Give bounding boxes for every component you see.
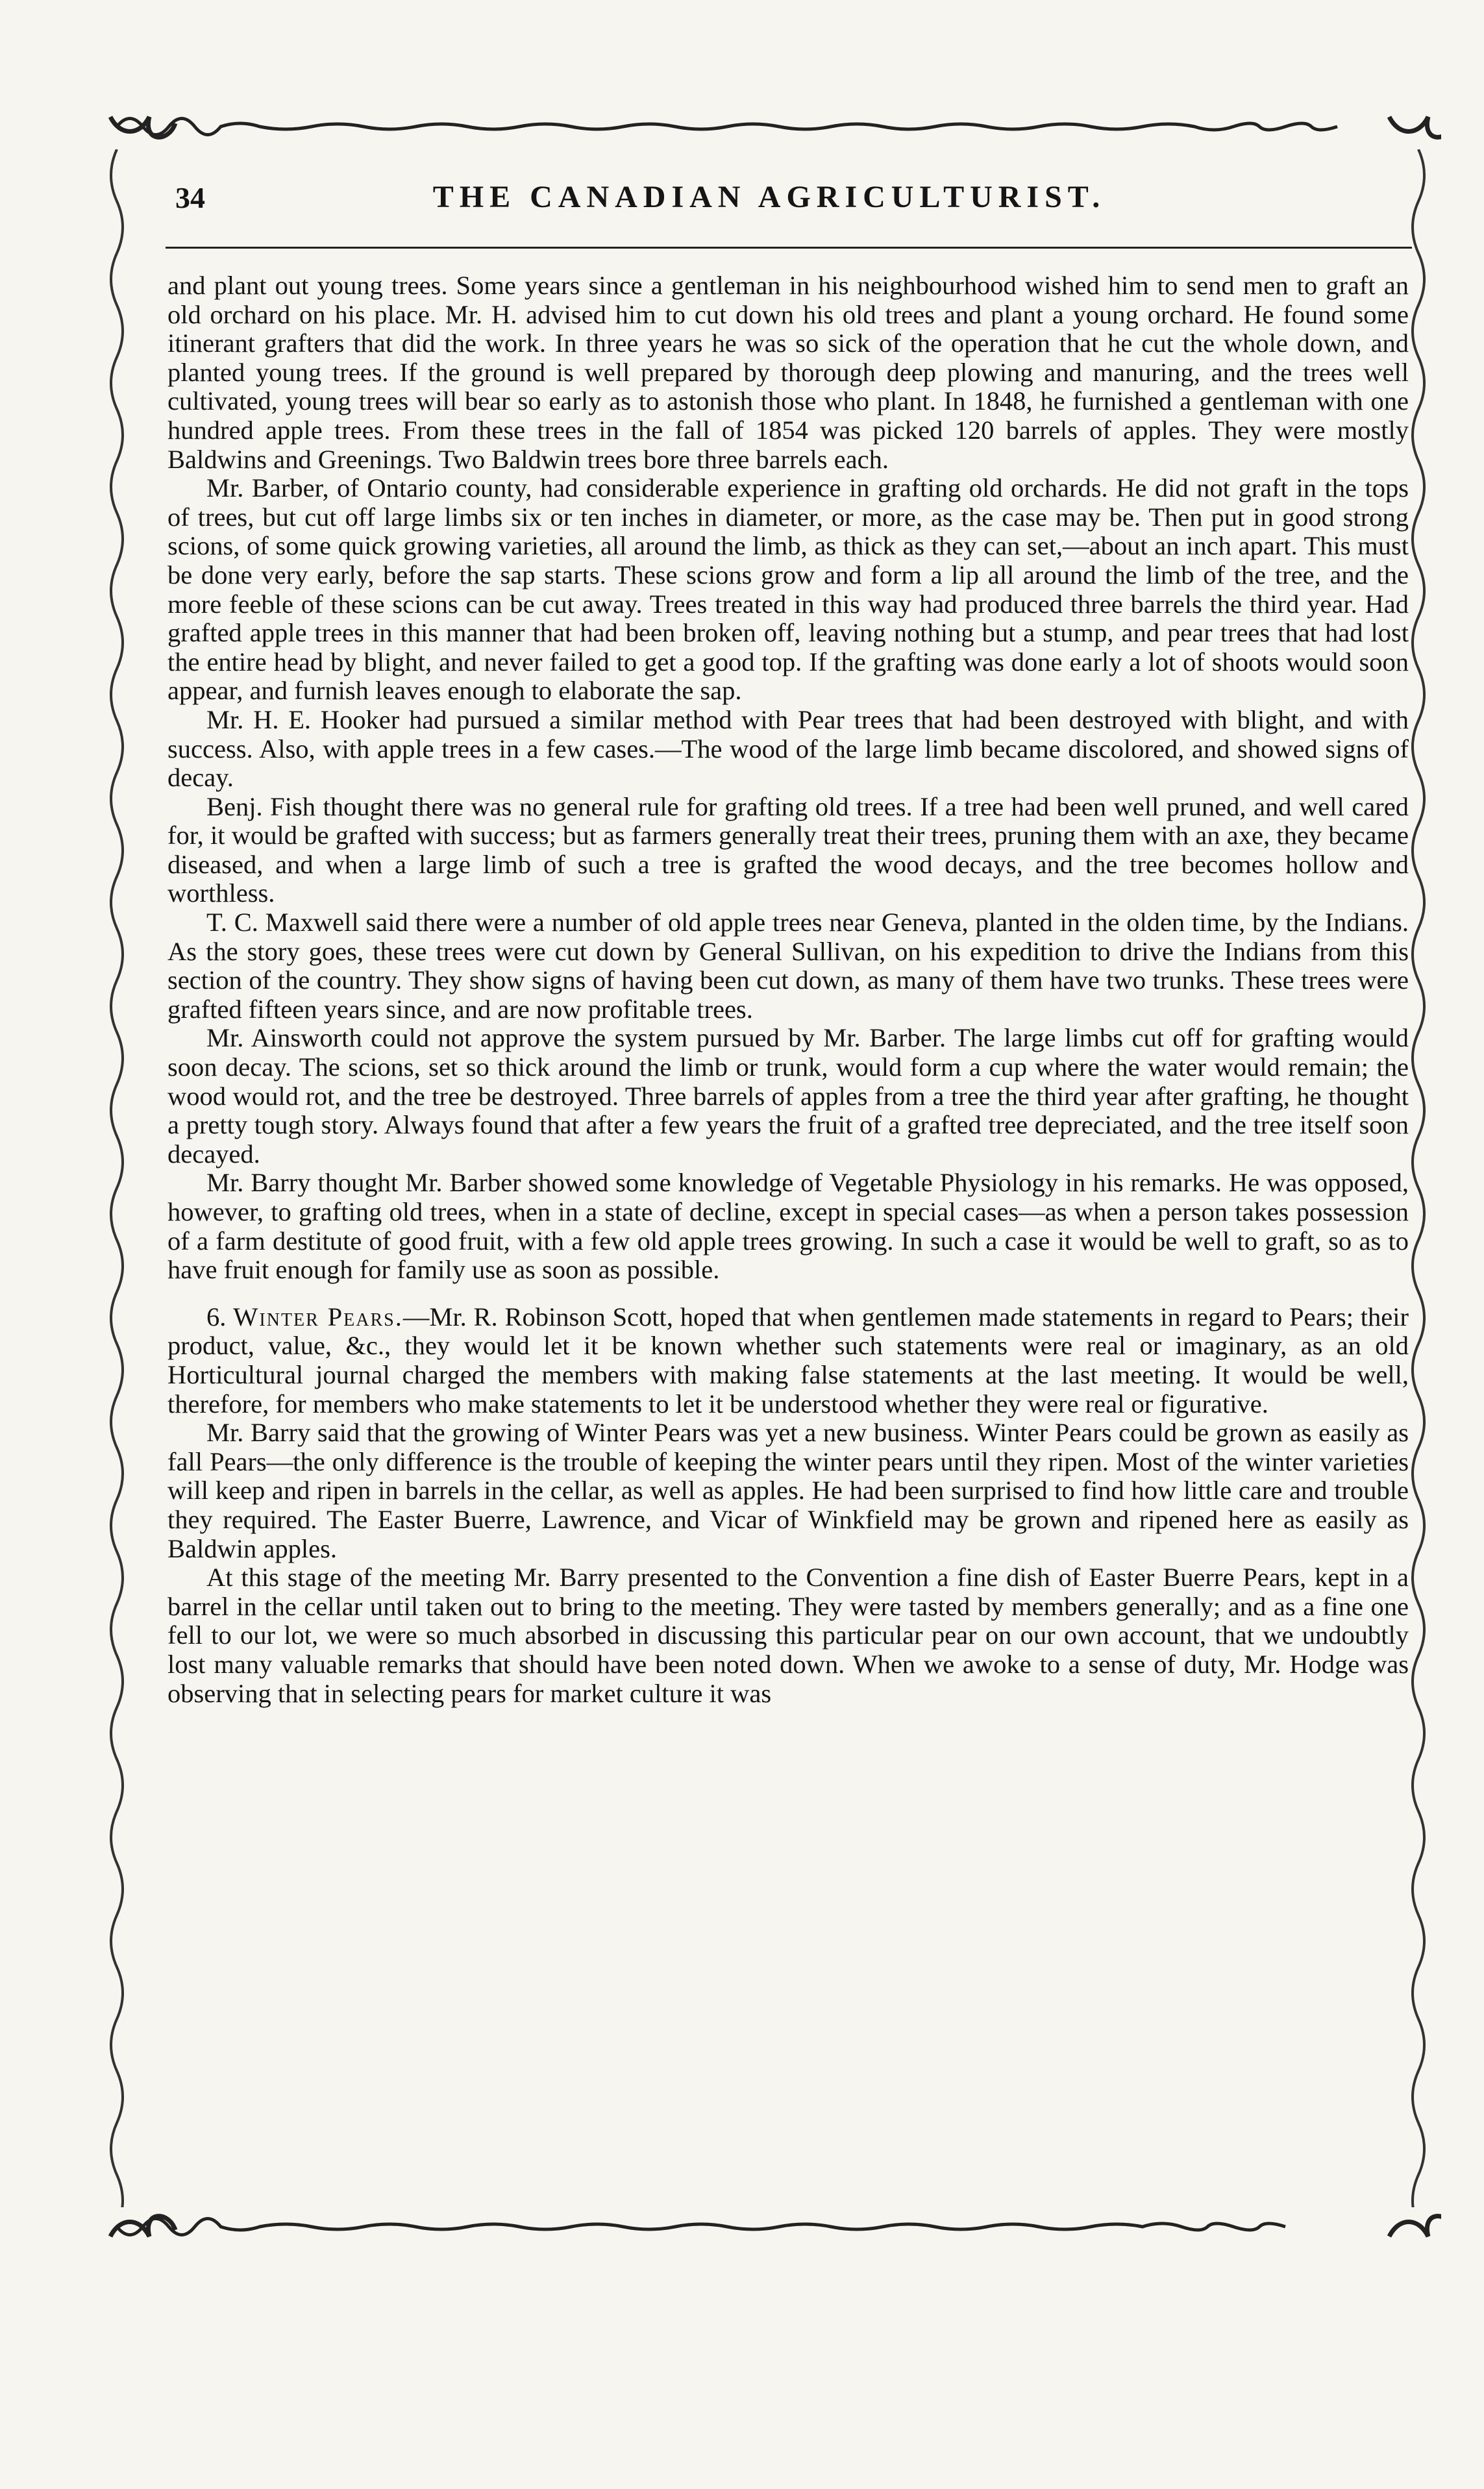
page-number: 34 — [175, 181, 205, 214]
paragraph: At this stage of the meeting Mr. Barry presented to the Convention a fine dish of Easter Buerre Pears, kept in a barrel in the cellar until taken out to bring to the meeting. They were tasted by members generally; and as a fine one fell to our lot, we were so much absorbed in discussing this particular pear on our own account, that we undoubtly lost many valuable remarks that should have been noted down. When we awoke to a sense of duty, Mr. Hodge was observing that in selecting pears for market culture it was — [167, 1563, 1409, 1708]
section-heading: Winter Pears. — [233, 1302, 403, 1331]
ornamental-border-left — [97, 149, 136, 2207]
ornamental-border-bottom — [104, 2198, 1441, 2256]
paragraph: and plant out young trees. Some years since a gentleman in his neighbourhood wished him to send men to graft an old orchard on his place. Mr. H. advised him to cut down his old trees and plant a young orchard. He found some itinerant grafters that did the work. In three years he was so sick of the operation that he cut the whole down, and planted young trees. If the ground is well prepared by thorough deep plowing and manuring, and the trees well cultivated, young trees will bear so early as to astonish those who plant. In 1848, he furnished a gentleman with one hundred apple trees. From these trees in the fall of 1854 was picked 120 barrels of apples. They were mostly Baldwins and Greenings. Two Baldwin trees bore three barrels each. — [167, 271, 1409, 474]
paragraph: Mr. Barber, of Ontario county, had considerable experience in grafting old orchards. He did not graft in the tops of trees, but cut off large limbs six or ten inches in diameter, or more, as the case may be. Then put in good strong scions, of some quick growing varieties, all around the limb, as thick as they can set,—about an inch apart. This must be done very early, before the sap starts. These scions grow and form a lip all around the limb of the tree, and the more feeble of these scions can be cut away. Trees treated in this way had produced three barrels the third year. Had grafted apple trees in this manner that had been broken off, leaving nothing but a stump, and pear trees that had lost the entire head by blight, and never failed to get a good top. If the grafting was done early a lot of shoots would soon appear, and furnish leaves enough to elaborate the sap. — [167, 473, 1409, 706]
ornamental-border-top — [104, 97, 1441, 156]
running-title: THE CANADIAN AGRICULTURIST. — [432, 180, 1106, 214]
paragraph: Mr. Barry said that the growing of Winter Pears was yet a new business. Winter Pears could be grown as easily as fall Pears—the only difference is the trouble of keeping the winter pears until they ripen. Most of the winter varieties will keep and ripen in barrels in the cellar, as well as apples. He had been surprised to find how little care and trouble they required. The Easter Buerre, Lawrence, and Vicar of Winkfield may be grown and ripened here as easily as Baldwin apples. — [167, 1418, 1409, 1563]
paragraph: Benj. Fish thought there was no general rule for grafting old trees. If a tree had been well pruned, and well cared for, it would be grafted with success; but as farmers generally treat their trees, pruning them with an axe, they became diseased, and when a large limb of such a tree is grafted the wood decays, and the tree becomes hollow and worthless. — [167, 791, 1409, 908]
header-rule — [166, 247, 1412, 249]
paragraph: Mr. Barry thought Mr. Barber showed some knowledge of Vegetable Physiology in his remarks. He was opposed, however, to grafting old trees, when in a state of decline, except in special cases—as when a person takes possession of a farm destitute of good fruit, with a few old apple trees growing. In such a case it would be well to graft, so as to have fruit enough for family use as soon as possible. — [167, 1168, 1409, 1285]
section-paragraph — [167, 1303, 1409, 1418]
section-text: —Mr. R. Robinson Scott, hoped that when gentlemen made statements in regard to Pears; their product, value, &c., they would let it be known whether such statements were real or imaginary, as an old Horticultural journal charged the members with making false statements at the last meeting. It would be well, therefore, for members who make statements to let it be understood whether they were real or figurative. — [167, 1302, 1409, 1418]
paragraph: Mr. H. E. Hooker had pursued a similar method with Pear trees that had been destroyed with blight, and with success. Also, with apple trees in a few cases.—The wood of the large limb became discolored, and showed signs of decay. — [167, 704, 1409, 793]
section-number: 6. — [206, 1302, 227, 1331]
page-header — [130, 175, 1409, 227]
article-body — [167, 271, 1409, 1708]
paragraph: Mr. Ainsworth could not approve the system pursued by Mr. Barber. The large limbs cut off for grafting would soon decay. The scions, set so thick around the limb or trunk, would form a cup where the water would remain; the wood would rot, and the tree be destroyed. Three barrels of apples from a tree the third year after grafting, he thought a pretty tough story. Always found that after a few years the fruit of a grafted tree depreciated, and the tree itself soon decayed. — [167, 1023, 1409, 1169]
paragraph: T. C. Maxwell said there were a number of old apple trees near Geneva, planted in the olden time, by the Indians. As the story goes, these trees were cut down by General Sullivan, on his expedition to drive the Indians from this section of the country. They show signs of having been cut down, as many of them have two trunks. These trees were grafted fifteen years since, and are now profitable trees. — [167, 908, 1409, 1024]
